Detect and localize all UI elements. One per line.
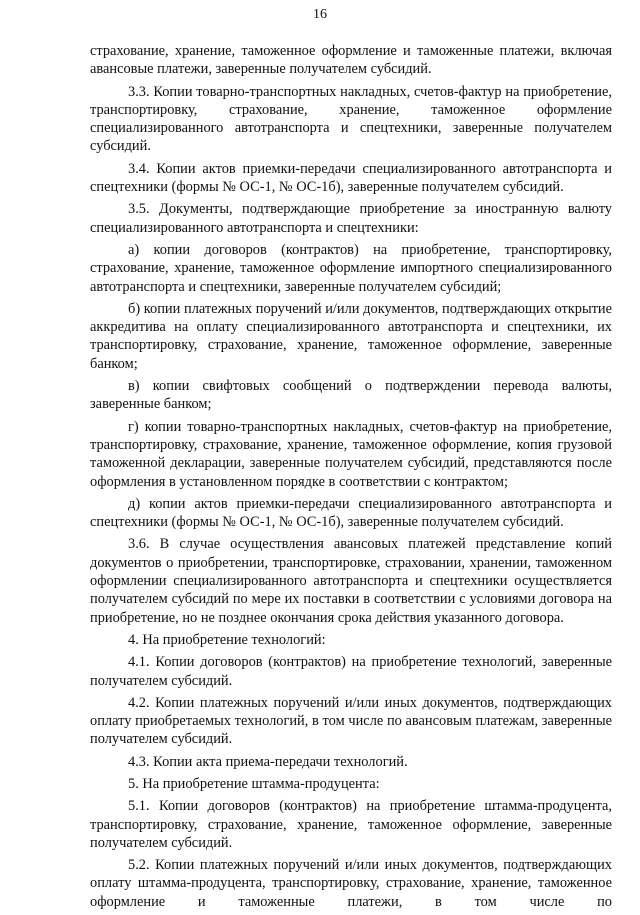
paragraph: г) копии товарно-транспортных накладных, счетов-фактур на приобретение, транспортировку, страхование, хранение, таможенное оформление, копия грузовой таможенной декларации, заверенные получателем субсидий, представляются после оформления в установленном порядке в соответствии с контрактом; bbox=[90, 418, 612, 490]
paragraph: 4.3. Копии акта приема-передачи технологий. bbox=[128, 753, 408, 770]
paragraph: 5.2. Копии платежных поручений и/или иных документов, подтверждающих оплату штамма-продуцента, транспортировку, страхование, хранение, таможенное оформление и таможенные платежи, в том числе по bbox=[90, 857, 612, 910]
paragraph: 4.2. Копии платежных поручений и/или иных документов, подтверждающих оплату приобретаемых технологий, в том числе по авансовым платежам, заверенные получателем субсидий. bbox=[90, 694, 612, 748]
paragraph: а) копии договоров (контрактов) на приобретение, транспортировку, страхование, хранение, таможенное оформление импортного специализированного автотранспорта и спецтехники, заверенные получателем субсидий; bbox=[90, 241, 612, 295]
paragraph: 5. На приобретение штамма-продуцента: bbox=[128, 775, 380, 792]
document-body bbox=[90, 42, 612, 915]
paragraph: 3.6. В случае осуществления авансовых платежей представление копий документов о приобретении, транспортировке, страховании, хранении, таможенном оформлении специализированного автотранспорта и спецтехники осуществляется получателем субсидий по мере их поставки в соответствии с условиями договора на приобретение, но не позднее окончания срока действия указанного договора. bbox=[90, 536, 612, 626]
paragraph: 3.5. Документы, подтверждающие приобретение за иностранную валюту специализированного автотранспорта и спецтехники: bbox=[90, 201, 612, 236]
paragraph: 4. На приобретение технологий: bbox=[128, 631, 326, 648]
page-number: 16 bbox=[313, 7, 327, 22]
paragraph: страхование, хранение, таможенное оформление и таможенные платежи, включая авансовые платежи, заверенные получателем субсидий. bbox=[90, 43, 612, 78]
paragraph: 3.4. Копии актов приемки-передачи специализированного автотранспорта и спецтехники (формы № ОС-1, № ОС-1б), заверенные получателем субсидий. bbox=[90, 160, 612, 196]
paragraph: 4.1. Копии договоров (контрактов) на приобретение технологий, заверенные получателем субсидий. bbox=[90, 654, 612, 689]
paragraph: д) копии актов приемки-передачи специализированного автотранспорта и спецтехники (формы № ОС-1, № ОС-1б), заверенные получателем субсидий. bbox=[90, 495, 612, 531]
paragraph: 5.1. Копии договоров (контрактов) на приобретение штамма-продуцента, транспортировку, страхование, хранение, таможенное оформление, заверенные получателем субсидий. bbox=[90, 798, 612, 851]
paragraph: в) копии свифтовых сообщений о подтверждении перевода валюты, заверенные банком; bbox=[90, 378, 612, 413]
paragraph: 3.3. Копии товарно-транспортных накладных, счетов-фактур на приобретение, транспортировку, страхование, хранение, таможенное оформление специализированного автотранспорта и спецтехники, заверенные получателем субсидий. bbox=[90, 83, 612, 155]
paragraph: б) копии платежных поручений и/или документов, подтверждающих открытие аккредитива на оплату специализированного автотранспорта и спецтехники, их транспортировку, страхование, хранение, таможенное оформление, заверенные банком; bbox=[90, 300, 612, 372]
